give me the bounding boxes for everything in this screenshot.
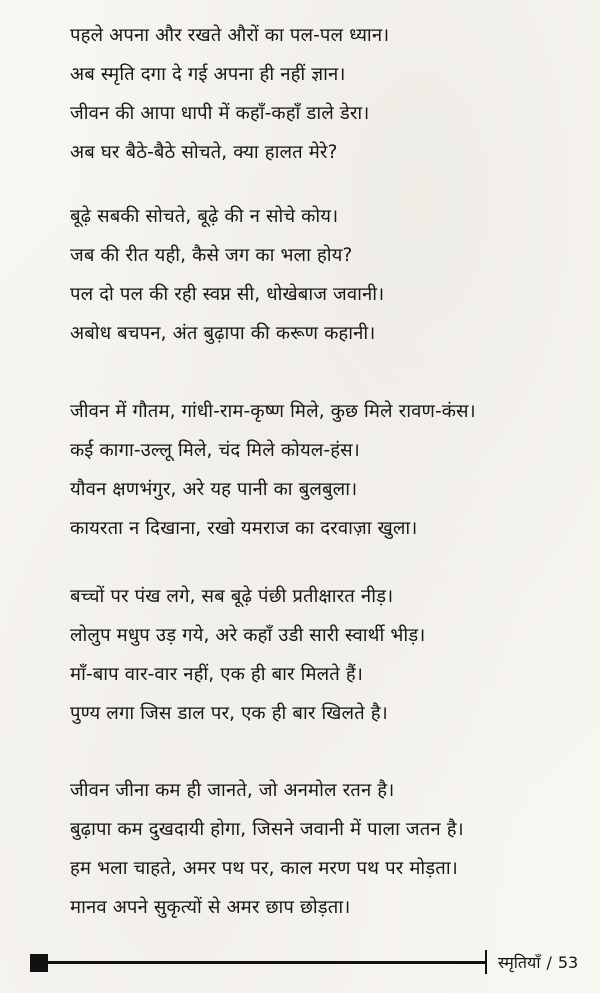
- footer-block-ornament: [30, 954, 48, 972]
- book-title: स्मृतियाँ: [498, 953, 541, 972]
- footer-tick: [485, 950, 487, 974]
- page-footer: [30, 948, 590, 978]
- poem-line: जीवन में गौतम, गांधी-राम-कृष्ण मिले, कुछ मिले रावण-कंस।: [70, 401, 476, 422]
- poem-line: पहले अपना और रखते औरों का पल-पल ध्यान।: [70, 25, 390, 46]
- stanza-4: [70, 577, 590, 733]
- poem-line: कायरता न दिखाना, रखो यमराज का दरवाज़ा खुला।: [70, 518, 418, 539]
- footer-separator: /: [546, 953, 552, 972]
- poem-line: पुण्य लगा जिस डाल पर, एक ही बार खिलते है।: [70, 703, 388, 724]
- stanza-3: [70, 392, 590, 548]
- poem-line: अब घर बैठे-बैठे सोचते, क्या हालत मेरे?: [70, 142, 338, 163]
- poem-line: अबोध बचपन, अंत बुढ़ापा की करूण कहानी।: [70, 323, 376, 344]
- poem-line: हम भला चाहते, अमर पथ पर, काल मरण पथ पर मोड़ता।: [70, 858, 458, 879]
- poem-line: बूढ़े सबकी सोचते, बूढ़े की न सोचे कोय।: [70, 206, 339, 227]
- poem-line: यौवन क्षणभंगुर, अरे यह पानी का बुलबुला।: [70, 479, 358, 500]
- running-footer: [498, 948, 578, 978]
- poem-line: माँ-बाप वार-वार नहीं, एक ही बार मिलते हैं।: [70, 664, 363, 685]
- stanza-2: [70, 197, 590, 353]
- poem-line: लोलुप मधुप उड़ गये, अरे कहाँ उडी सारी स्वार्थी भीड़।: [70, 625, 426, 646]
- poem-line: जब की रीत यही, कैसे जग का भला होय?: [70, 245, 353, 266]
- page-number: 53: [557, 953, 579, 972]
- footer-rule: [48, 961, 486, 964]
- poem-line: जीवन जीना कम ही जानते, जो अनमोल रतन है।: [70, 780, 395, 801]
- poem-line: बुढ़ापा कम दुखदायी होगा, जिसने जवानी में पाला जतन है।: [70, 819, 464, 840]
- stanza-5: [70, 771, 590, 927]
- poem-line: पल दो पल की रही स्वप्न सी, धोखेबाज जवानी।: [70, 284, 385, 305]
- poem-line: बच्चों पर पंख लगे, सब बूढ़े पंछी प्रतीक्षारत नीड़।: [70, 586, 394, 607]
- poem-line: कई कागा-उल्लू मिले, चंद मिले कोयल-हंस।: [70, 440, 360, 461]
- poem-line: जीवन की आपा धापी में कहाँ-कहाँ डाले डेरा।: [70, 103, 370, 124]
- poem-line: मानव अपने सुकृत्यों से अमर छाप छोड़ता।: [70, 897, 351, 918]
- poem-line: अब स्मृति दगा दे गई अपना ही नहीं ज्ञान।: [70, 64, 346, 85]
- stanza-1: [70, 16, 590, 172]
